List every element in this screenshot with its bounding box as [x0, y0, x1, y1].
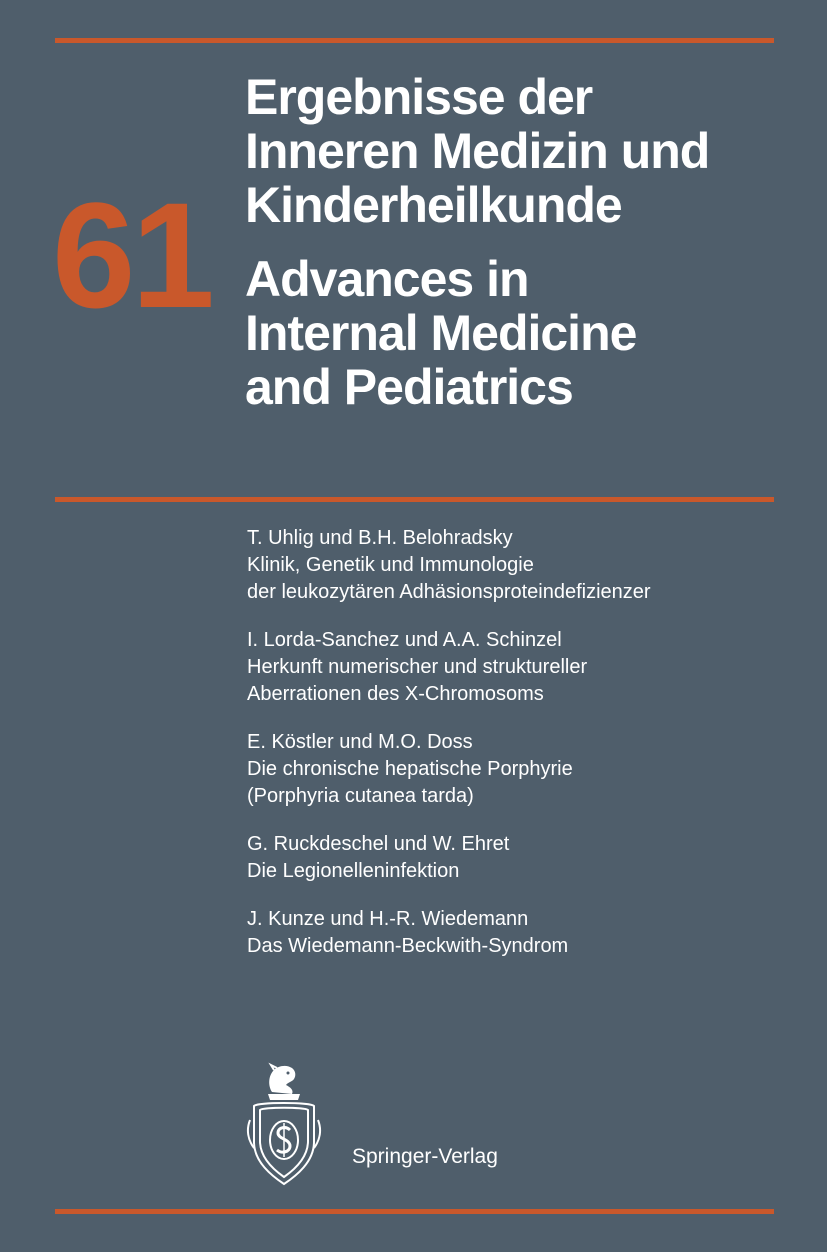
entry-title-line: Herkunft numerischer und struktureller: [247, 656, 588, 678]
top-accent-rule: [55, 38, 774, 43]
entry-title-line: (Porphyria cutanea tarda): [247, 785, 474, 807]
title-german-line: Ergebnisse der: [245, 69, 593, 125]
entry-title-line: Klinik, Genetik und Immunologie: [247, 554, 534, 576]
entry-title-line: Die chronische hepatische Porphyrie: [247, 758, 573, 780]
contents-entry: [247, 627, 787, 708]
entry-title-line: der leukozytären Adhäsionsproteindefizienzer: [247, 581, 651, 603]
title-english-line: Advances in: [245, 251, 529, 307]
volume-number: 61: [52, 171, 211, 339]
entry-authors: J. Kunze und H.-R. Wiedemann: [247, 908, 529, 930]
contents-entry: [247, 729, 787, 810]
entry-title-line: Die Legionelleninfektion: [247, 860, 460, 882]
book-title: [245, 70, 805, 414]
title-german-line: Kinderheilkunde: [245, 177, 622, 233]
title-english-line: and Pediatrics: [245, 359, 573, 415]
title-german: [245, 70, 805, 232]
contents-list: [247, 525, 787, 981]
entry-authors: T. Uhlig und B.H. Belohradsky: [247, 527, 513, 549]
title-english-line: Internal Medicine: [245, 305, 637, 361]
title-german-line: Inneren Medizin und: [245, 123, 710, 179]
publisher-name: Springer-Verlag: [352, 1145, 498, 1168]
contents-entry: [247, 525, 787, 606]
entry-authors: E. Köstler und M.O. Doss: [247, 731, 473, 753]
title-english: [245, 252, 805, 414]
entry-authors: G. Ruckdeschel und W. Ehret: [247, 833, 510, 855]
entry-authors: I. Lorda-Sanchez und A.A. Schinzel: [247, 629, 562, 651]
middle-accent-rule: [55, 497, 774, 502]
contents-entry: [247, 906, 787, 960]
springer-chess-knight-logo-icon: [244, 1060, 324, 1190]
entry-title-line: Aberrationen des X-Chromosoms: [247, 683, 544, 705]
bottom-accent-rule: [55, 1209, 774, 1214]
contents-entry: [247, 831, 787, 885]
entry-title-line: Das Wiedemann-Beckwith-Syndrom: [247, 935, 569, 957]
